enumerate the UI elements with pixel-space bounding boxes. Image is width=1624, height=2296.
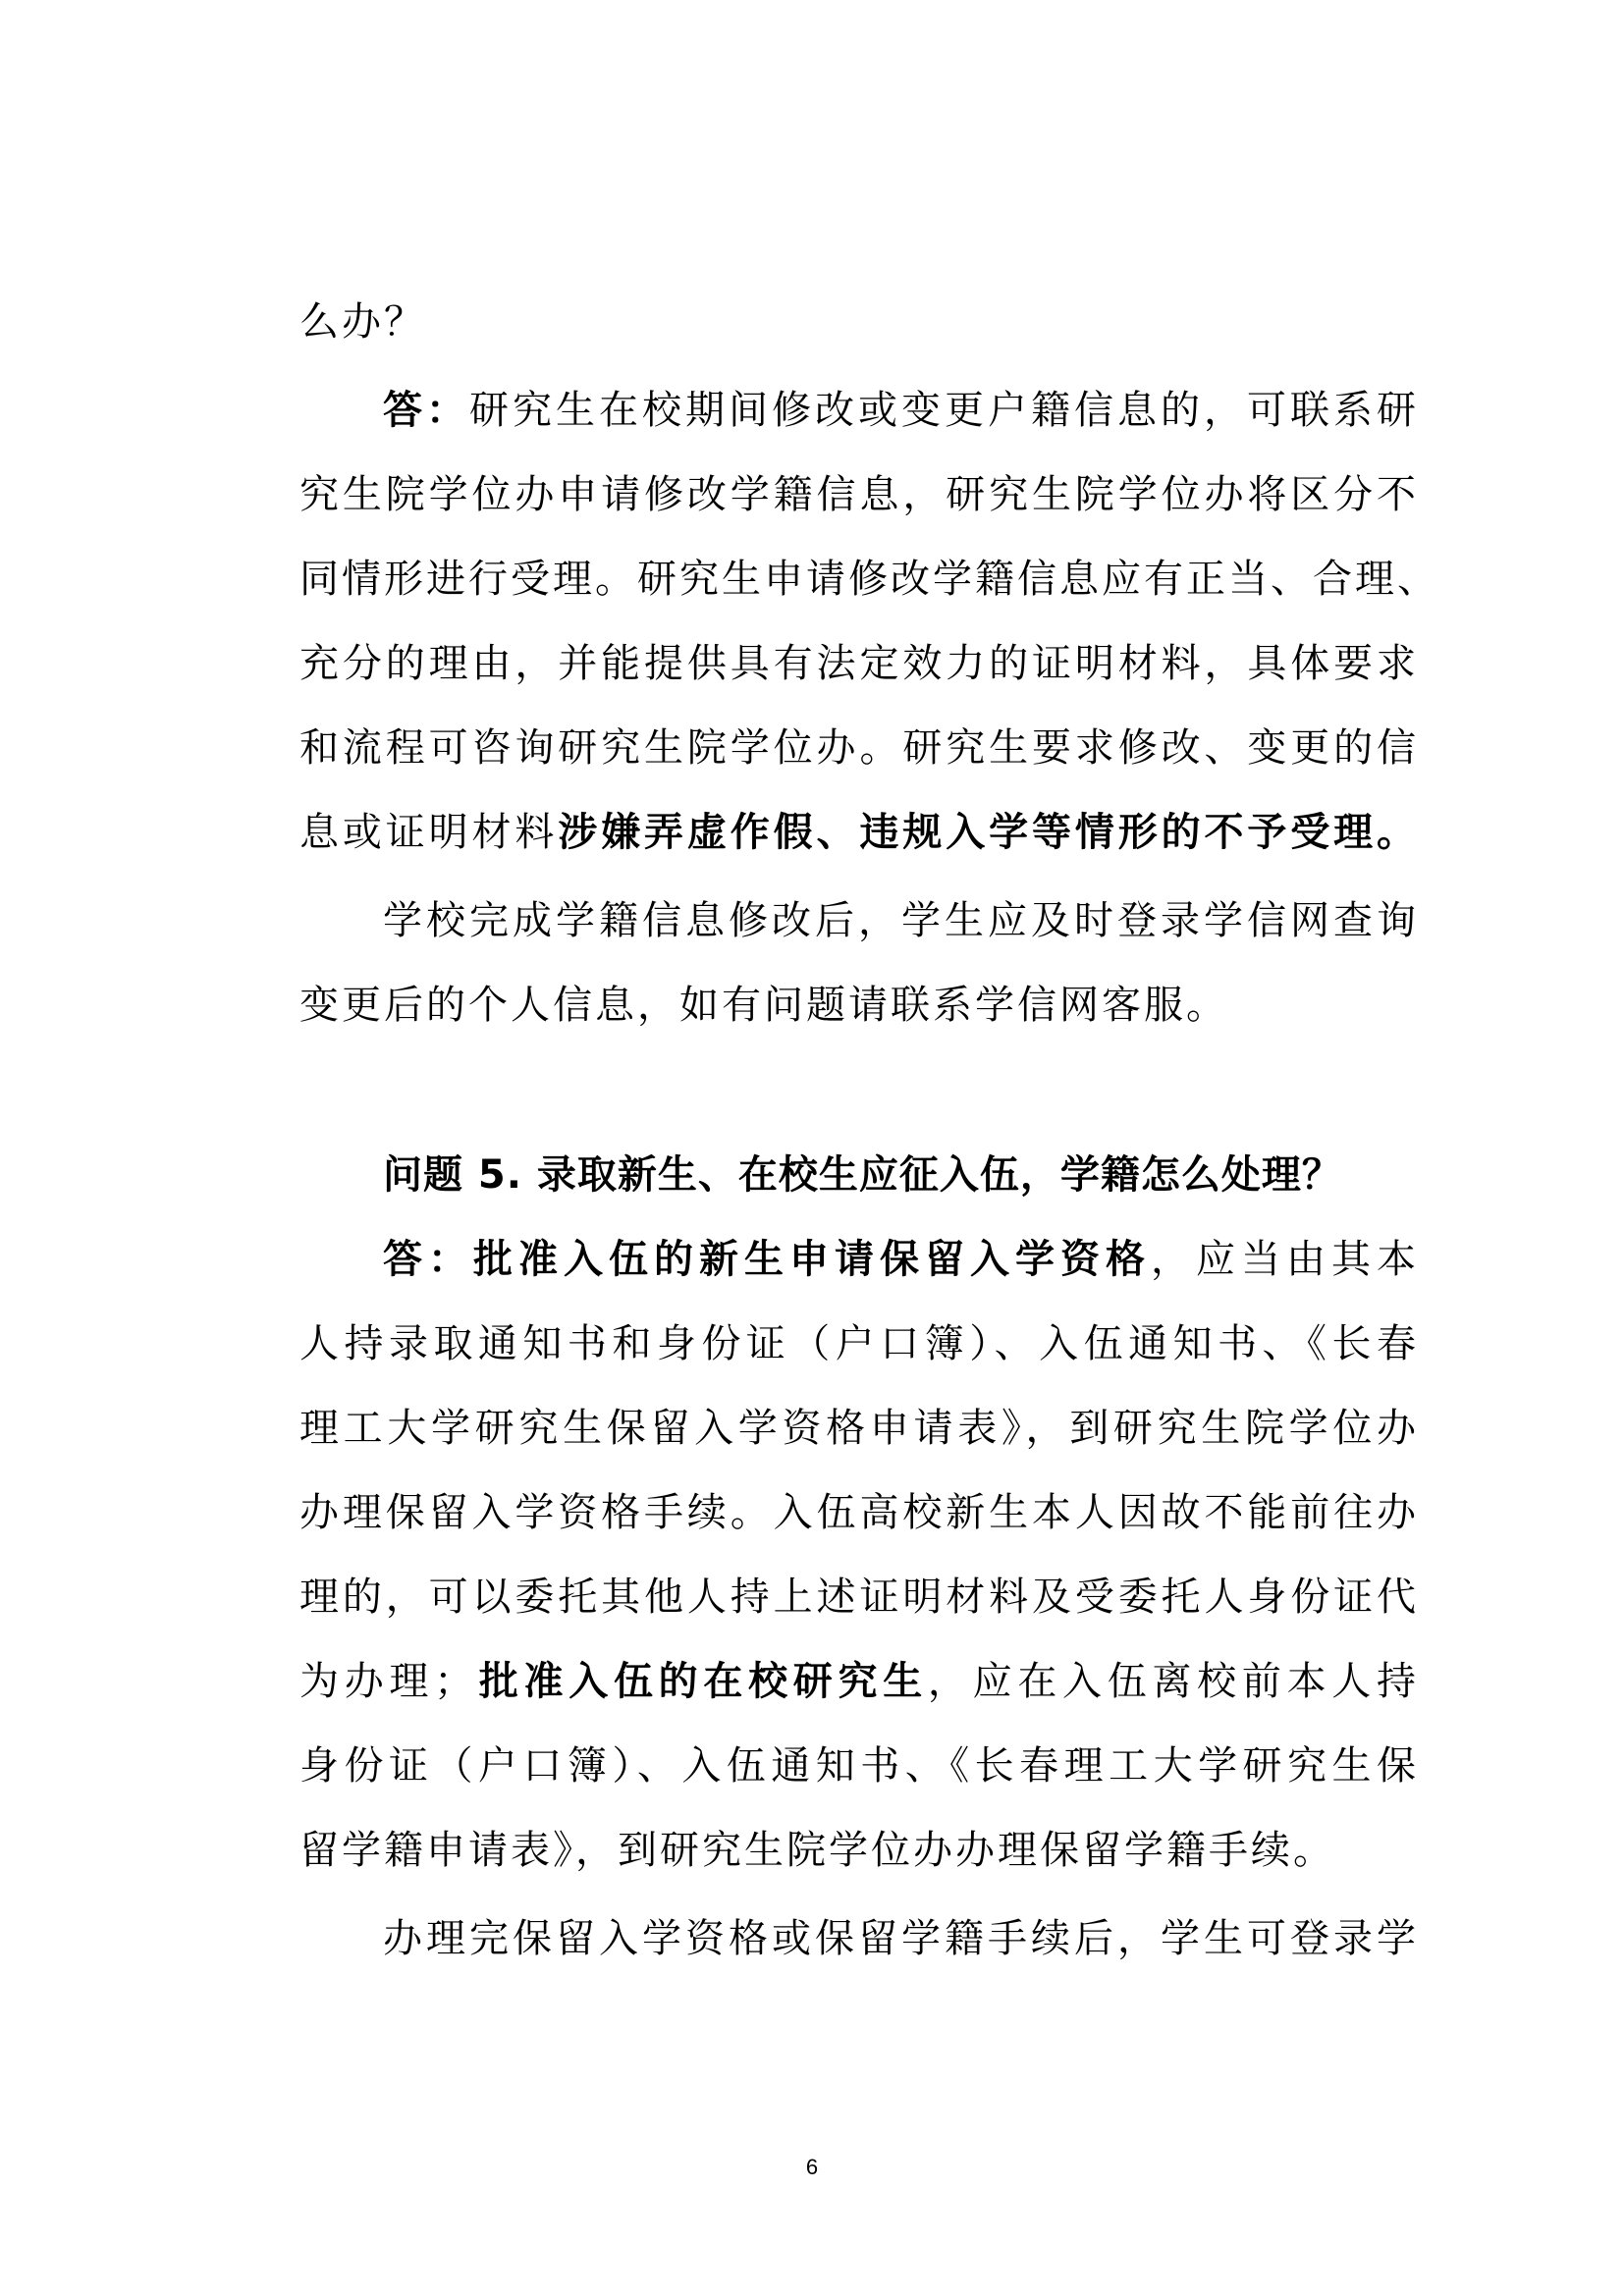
paragraph-line: 学校完成学籍信息修改后，学生应及时登录学信网查询: [383, 898, 1419, 943]
answer-line: [383, 1230, 1419, 1289]
text-normal: 息或证明材料: [299, 810, 559, 855]
paragraph-line: 理的，可以委托其他人持上述证明材料及受委托人身份证代: [299, 1575, 1419, 1620]
text-emphasis: 批准入伍的新生申请保留入学资格: [473, 1237, 1151, 1282]
text-normal: ，应当由其本: [1151, 1237, 1419, 1282]
text-normal: ，应在入伍离校前本人持: [927, 1659, 1420, 1704]
paragraph-line: 办理保留入学资格手续。入伍高校新生本人因故不能前往办: [299, 1490, 1419, 1535]
answer-line: [383, 381, 1419, 440]
question-tail: 么办？: [299, 299, 426, 345]
text-normal: 为办理；: [299, 1659, 477, 1704]
paragraph-line: [299, 803, 1419, 862]
paragraph-line: 理工大学研究生保留入学资格申请表》，到研究生院学位办: [299, 1406, 1419, 1451]
answer-label: 答：: [383, 388, 469, 433]
paragraph-line: 究生院学位办申请修改学籍信息，研究生院学位办将区分不: [299, 472, 1419, 517]
answer-text: 研究生在校期间修改或变更户籍信息的，可联系研: [469, 388, 1419, 433]
paragraph-line: [299, 1652, 1419, 1711]
paragraph-line: 办理完保留入学资格或保留学籍手续后，学生可登录学: [383, 1916, 1419, 1961]
paragraph-line: 同情形进行受理。研究生申请修改学籍信息应有正当、合理、: [299, 557, 1439, 602]
paragraph-line: 身份证（户口簿）、入伍通知书、《长春理工大学研究生保: [299, 1743, 1419, 1789]
text-emphasis: 涉嫌弄虚作假、违规入学等情形的不予受理。: [558, 810, 1420, 855]
paragraph-line: 充分的理由，并能提供具有法定效力的证明材料，具体要求: [299, 641, 1419, 686]
page-number: 6: [805, 2155, 819, 2179]
paragraph-line: 人持录取通知书和身份证（户口簿）、入伍通知书、《长春: [299, 1321, 1419, 1366]
question-heading: 问题 5. 录取新生、在校生应征入伍，学籍怎么处理？: [383, 1152, 1342, 1198]
paragraph-line: 和流程可咨询研究生院学位办。研究生要求修改、变更的信: [299, 725, 1419, 771]
answer-label: 答：: [383, 1237, 473, 1282]
paragraph-line: 变更后的个人信息，如有问题请联系学信网客服。: [299, 983, 1228, 1028]
paragraph-line: [299, 293, 1419, 351]
paragraph-line: 留学籍申请表》，到研究生院学位办办理保留学籍手续。: [299, 1828, 1335, 1873]
text-emphasis: 批准入伍的在校研究生: [476, 1659, 928, 1704]
